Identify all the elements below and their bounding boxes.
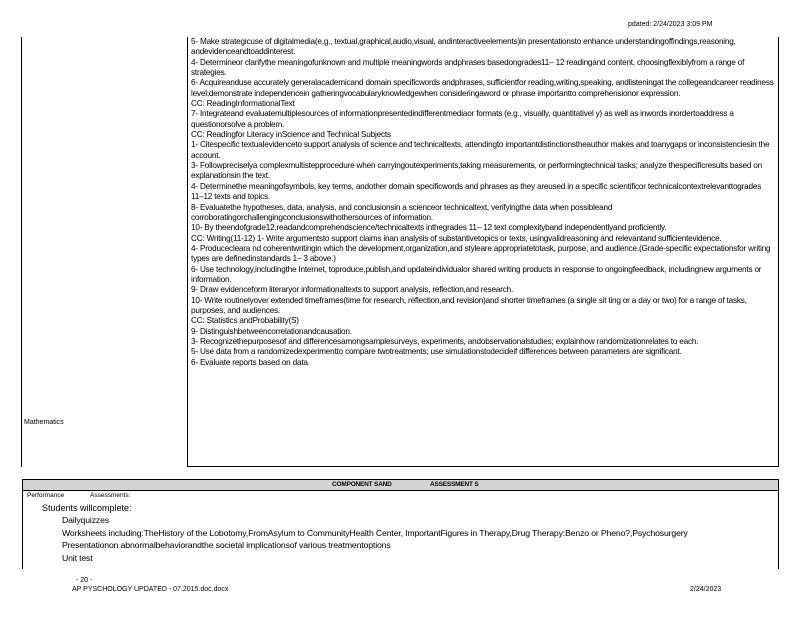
column-divider — [187, 37, 188, 467]
list-item — [42, 553, 782, 564]
standard-line: CC: Readingfor Literacy inScience and Technical Subjects — [191, 130, 391, 140]
standard-line: CC: Writing(11-12) 1- Write argumentsto support claims inan analysis of substantivetopics or texts, usingvalidreasoning and relevantand sufficientevidence. — [191, 233, 722, 243]
standard-line: 10- By theendofgrade12,readandcomprehendscience/technicaltexts inthegrades 11– 12 text complexityband independentlyand proficiently. — [191, 223, 667, 233]
standard-line: 6- Evaluate reports based on data. — [191, 357, 310, 367]
assessments-label: Assessments: — [90, 492, 131, 499]
assessment-items — [42, 515, 782, 565]
standard-line: 4- Producecleara nd coherentwritingin which the development,organization,and styleare appropriatetotask, purpose, and audience.(Grade-specific expectationsfor writing types are definedinstandards 1– 3 above.) — [191, 243, 771, 264]
footer-filename: AP PYSCHOLOGY UPDATED - 07.2015.doc.docx — [72, 586, 229, 593]
assessment-left-border — [22, 479, 23, 569]
list-item-text: Dailyquizzes — [62, 515, 109, 525]
standard-line: 3- Followpreciselya complexmultistepprocedure when carryingoutexperiments,taking measurements, or performingtechnical tasks; analyze thespecificresults based on explanationsin the text. — [191, 161, 762, 181]
list-item — [42, 540, 782, 551]
standard-line: 1- Citespecific textualevidenceto support analysis of science and technicaltexts, attendingto importantdistinctionstheauthor makes and toanygaps or inconsistenciesin the account. — [191, 140, 770, 160]
standard-line: 10- Write routinelyover extended timeframes(time for research, reflection,and revision)and shorter timeframes (a single sit ting or a day or two) for a range of tasks, purposes, and audiences. — [191, 295, 747, 315]
standard-line: 8- Evaluatethe hypotheses, data, analysis, and conclusionsin a scienceor technicaltext, verifyingthe data when possibleand corroboratingorchallengingconclusionswithothersources of information. — [191, 202, 613, 222]
standard-line: 5- Use data from a randomizedexperimentto compare twotreatments; use simulationstodecideif differences between parameters are significant. — [191, 347, 682, 357]
page-number: - 20 - — [76, 577, 93, 584]
performance-label: Performance — [27, 492, 65, 499]
list-item — [42, 528, 782, 539]
standard-line: 6- Acquireanduse accurately generalacademicand domain specificwords andphrases, sufficientfor reading,writing,speaking, andlisteningat the collegeandcareer readiness level;demonstrate independencein gatheringvocabularyknowledgewhen consideringaword or phrase importantto comprehensionor expression. — [191, 78, 774, 98]
standard-line: 9- Distinguishbetweencorrelationandcausation. — [191, 326, 352, 336]
list-item — [42, 515, 782, 526]
standard-line: 7- Integrateand evaluatemultiplesources of informationpresentedindifferentmediaor formats (e.g., visually, quantitativel y) as well as inwords inordertoaddress a questionorsolve a problem. — [191, 109, 734, 129]
standard-line: CC: Statistics andProbability(S) — [191, 316, 299, 326]
standard-line: 9- Draw evidenceform literaryor informationaltexts to support analysis, reflection,and research. — [191, 285, 514, 295]
standard-line: 4- Determinethe meaningofsymbols, key terms, andother domain specificwords and phrases as they areused in a specific scientificor technicalcontextrelevanttogrades 11–12 texts and topics. — [191, 181, 762, 202]
table-left-border — [21, 37, 22, 467]
standard-line: 6- Use technology,includingthe Internet, toproduce,publish,and updateindividualor shared writing products in response to ongoingfeedback, includingnew arguments or information. — [191, 264, 762, 284]
standard-line: 4- Determineor clarifythe meaningofunknown and multiple meaningwords andphrases basedongrades11– 12 readingand content, choosingflexiblyfrom a range of strategies. — [191, 57, 745, 78]
table-bottom-border — [187, 466, 778, 467]
standards-list — [191, 37, 775, 368]
components-assessments-banner — [22, 479, 778, 491]
banner-components: COMPONENT SAND — [332, 481, 392, 488]
subject-label: Mathematics — [24, 419, 64, 426]
list-item-text: Presentationon abnormalbehaviorandthe societal implicationsof various treatmentoptions — [62, 540, 391, 550]
banner-assessments: ASSESSMENT S — [430, 481, 479, 488]
list-item-text: Worksheets including:TheHistory of the Lobotomy,FromAsylum to CommunityHealth Center, ImportantFigures in Therapy,Drug Therapy:Benzo or Pheno?,Psychosurgery — [62, 527, 688, 538]
footer-date: 2/24/2023 — [690, 586, 722, 593]
assessments-lead: Students willcomplete: — [42, 503, 132, 513]
standard-line: 5- Make strategicuse of digitalmedia(e.g., textual,graphical,audio,visual, andinteractiveelements)in presentationsto enhance understandingoffindings,reasoning, andevidenceandtoaddinterest. — [191, 37, 736, 57]
table-right-border — [778, 37, 779, 467]
printed-date: pdated: 2/24/2023 3:09 PM — [628, 21, 713, 28]
standard-line: 3- Recognizethepurposesof and differencesamongsamplesurveys, experiments, andobservationalstudies; explainhow randomizationrelates to each. — [191, 336, 699, 346]
standard-line: CC: ReadingInformationalText — [191, 99, 295, 109]
list-item-text: Unit test — [62, 552, 93, 563]
